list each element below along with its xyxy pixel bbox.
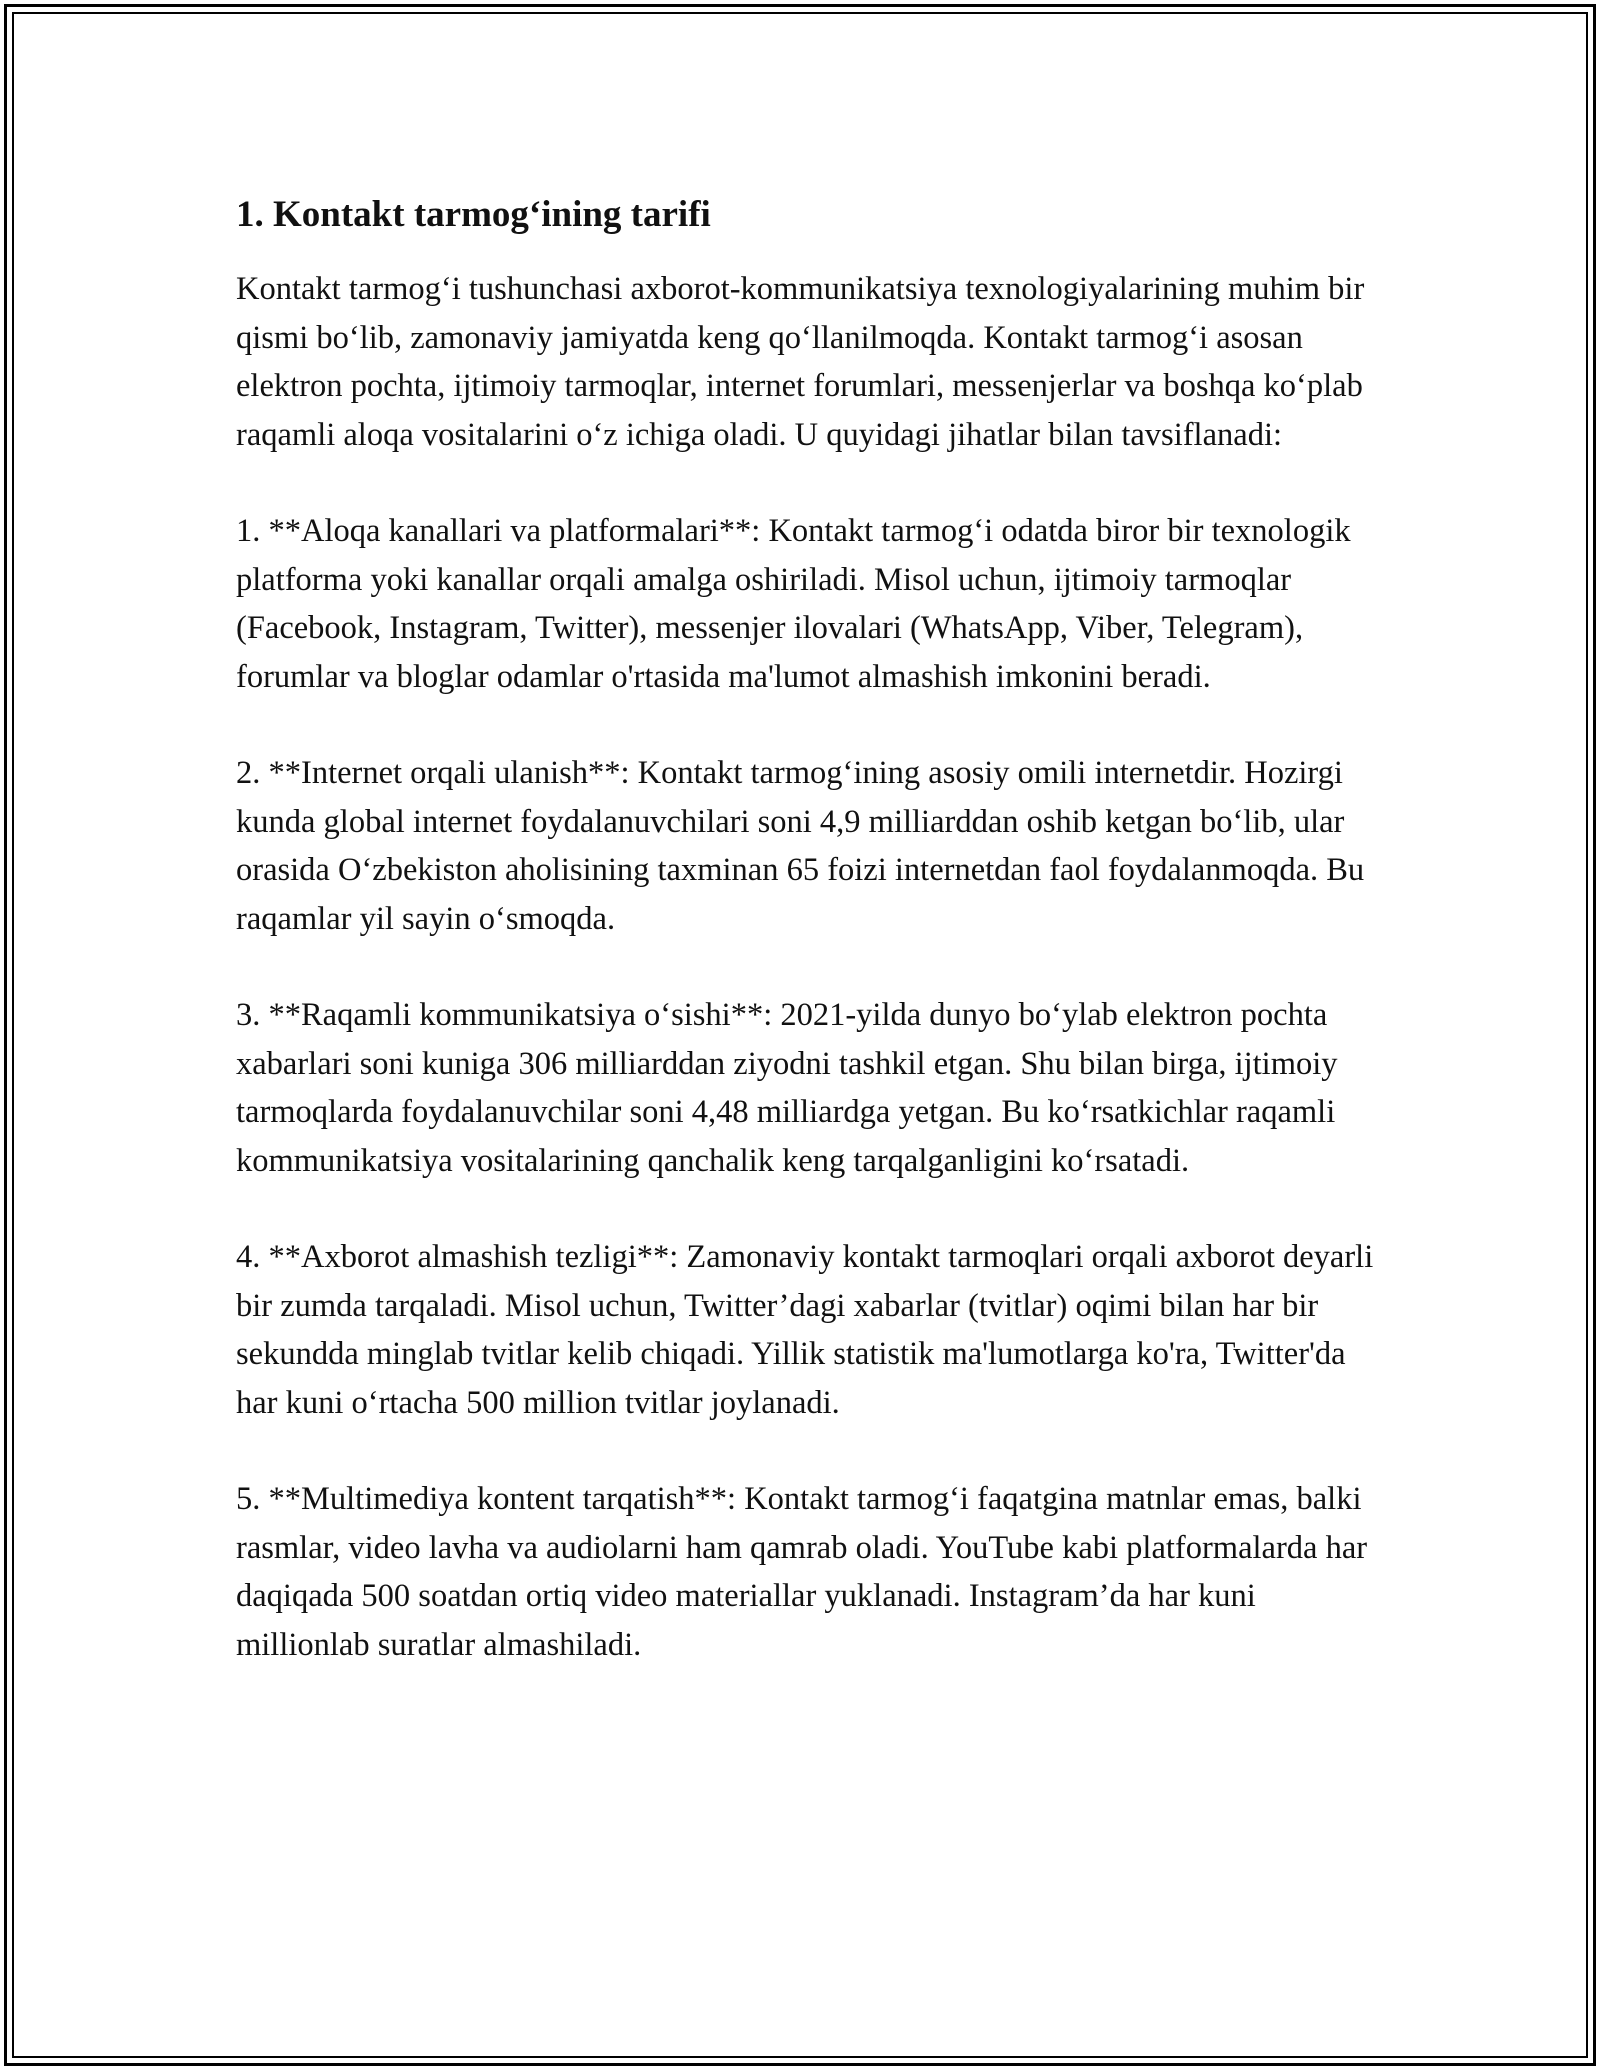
section-heading: 1. Kontakt tarmog‘ining tarifi (236, 194, 711, 235)
point-3-paragraph: 3. **Raqamli kommunikatsiya o‘sishi**: 2021-yilda dunyo bo‘ylab elektron pochta xabarlari soni kuniga 306 milliarddan ziyodni tashkil etgan. Shu bilan birga, ijtimoiy tarmoqlarda foydalanuvchilar soni 4,48 milliardga yetgan. Bu ko‘rsatkichlar raqamli kommunikatsiya vositalarining qanchalik keng tarqalganligini ko‘rsatadi. (236, 997, 1338, 1179)
point-1-paragraph: 1. **Aloqa kanallari va platformalari**: Kontakt tarmog‘i odatda biror bir texnologik platforma yoki kanallar orqali amalga oshiriladi. Misol uchun, ijtimoiy tarmoqlar (Facebook, Instagram, Twitter), messenjer ilovalari (WhatsApp, Viber, Telegram), forumlar va bloglar odamlar o'rtasida ma'lumot almashish imkonini beradi. (236, 513, 1351, 695)
point-5-paragraph: 5. **Multimediya kontent tarqatish**: Kontakt tarmog‘i faqatgina matnlar emas, balki rasmlar, video lavha va audiolarni ham qamrab oladi. YouTube kabi platformalarda har daqiqada 500 soatdan ortiq video materiallar yuklanadi. Instagram’da har kuni millionlab suratlar almashiladi. (236, 1481, 1368, 1663)
point-4-paragraph: 4. **Axborot almashish tezligi**: Zamonaviy kontakt tarmoqlari orqali axborot deyarli bir zumda tarqaladi. Misol uchun, Twitter’dagi xabarlar (tvitlar) oqimi bilan har bir sekundda minglab tvitlar kelib chiqadi. Yillik statistik ma'lumotlarga ko'ra, Twitter'da har kuni o‘rtacha 500 million tvitlar joylanadi. (236, 1239, 1374, 1421)
intro-paragraph: Kontakt tarmog‘i tushunchasi axborot-kommunikatsiya texnologiyalarining muhim bir qismi bo‘lib, zamonaviy jamiyatda keng qo‘llanilmoqda. Kontakt tarmog‘i asosan elektron pochta, ijtimoiy tarmoqlar, internet forumlari, messenjerlar va boshqa ko‘plab raqamli aloqa vositalarini o‘z ichiga oladi. U quyidagi jihatlar bilan tavsiflanadi: (236, 271, 1365, 453)
point-2-paragraph: 2. **Internet orqali ulanish**: Kontakt tarmog‘ining asosiy omili internetdir. Hozirgi kunda global internet foydalanuvchilari soni 4,9 milliarddan oshib ketgan bo‘lib, ular orasida O‘zbekiston aholisining taxminan 65 foizi internetdan faol foydalanmoqda. Bu raqamlar yil sayin o‘smoqda. (236, 755, 1365, 937)
document-body (236, 185, 1376, 1717)
